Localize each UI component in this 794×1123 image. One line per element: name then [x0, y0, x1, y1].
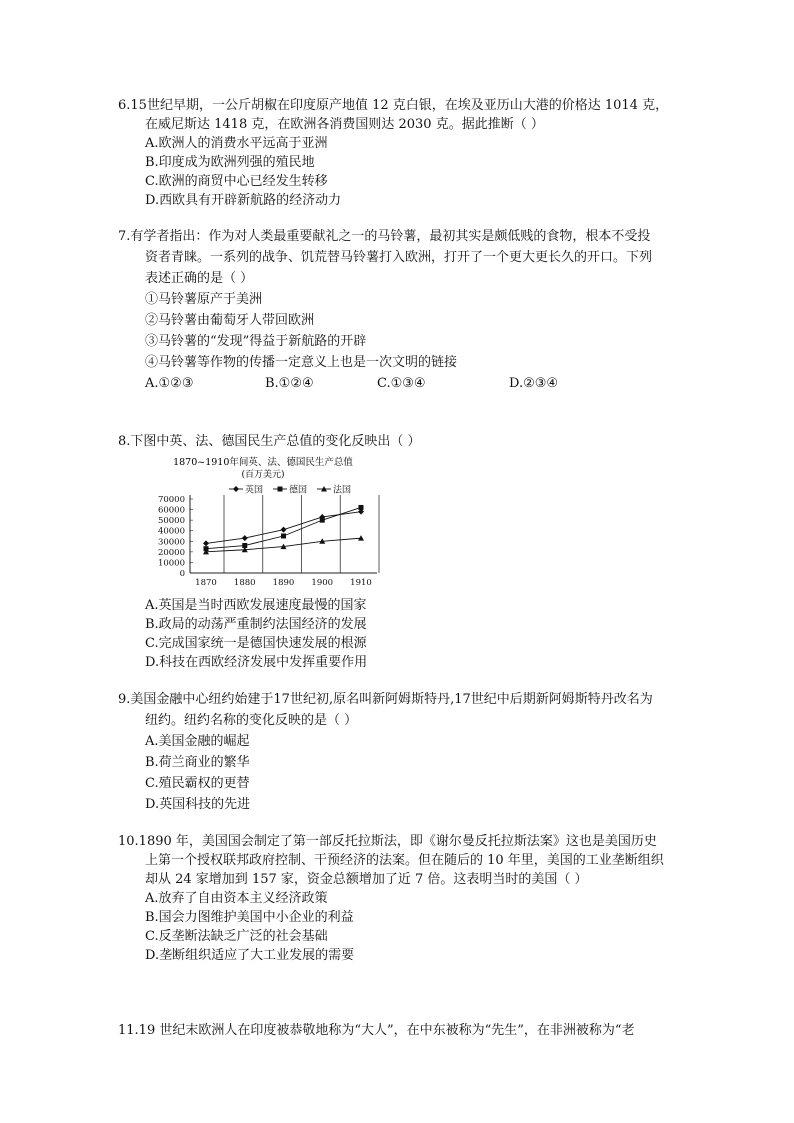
x-tick-label: 1870 — [195, 578, 217, 588]
y-tick-label: 70000 — [157, 495, 185, 505]
chart-svg — [145, 454, 385, 594]
y-tick-label: 50000 — [157, 516, 185, 527]
legend-marker — [233, 486, 239, 492]
question-stem: 6.15世纪早期，一公斤胡椒在印度原产地值 12 克白银，在埃及亚历山大港的价格达 1014 克， — [118, 98, 669, 113]
y-tick-label: 60000 — [157, 505, 185, 516]
option-d: D.科技在西欧经济发展中发挥重要作用 — [145, 655, 368, 670]
data-point — [359, 505, 364, 510]
question-8-options — [118, 596, 718, 672]
x-tick-label: 1890 — [272, 578, 295, 588]
choice-row — [118, 373, 718, 394]
option-d: D.英国科技的先进 — [145, 797, 251, 812]
option-a: A.放弃了自由资本主义经济政策 — [145, 891, 328, 906]
gdp-line-chart — [145, 454, 385, 594]
choice-a: A.①②③ — [145, 376, 194, 391]
question-11 — [118, 1021, 718, 1040]
statement-1: ①马铃薯原产于美洲 — [145, 292, 263, 307]
question-stem: 8.下图中英、法、德国民生产总值的变化反映出（ ） — [118, 434, 421, 449]
option-a: A.英国是当时西欧发展速度最慢的国家 — [145, 598, 367, 613]
question-8 — [118, 432, 718, 451]
question-6 — [118, 96, 718, 210]
option-a: A.美国金融的崛起 — [145, 734, 250, 749]
question-stem-cont: 纽约。纽约名称的变化反映的是（ ） — [145, 713, 358, 728]
statement-3: ③马铃薯的“发现”得益于新航路的开辟 — [145, 334, 367, 349]
y-tick-label: 30000 — [157, 537, 185, 548]
legend-label: 法国 — [333, 485, 352, 496]
statement-4: ④马铃薯等作物的传播一定意义上也是一次文明的链接 — [145, 355, 458, 370]
y-tick-label: 40000 — [157, 526, 185, 537]
question-stem-cont: 表述正确的是（ ） — [145, 271, 254, 286]
option-a: A.欧洲人的消费水平远高于亚洲 — [145, 136, 328, 151]
legend-label: 德国 — [289, 485, 308, 496]
question-10 — [118, 832, 718, 965]
option-c: C.完成国家统一是德国快速发展的根源 — [145, 636, 367, 651]
chart-axes — [158, 495, 379, 588]
x-tick-label: 1910 — [350, 578, 372, 588]
option-b: B.印度成为欧洲列强的殖民地 — [145, 155, 315, 170]
chart-legend — [229, 484, 351, 496]
option-b: B.政局的动荡严重制约法国经济的发展 — [145, 617, 367, 632]
question-stem: 10.1890 年，美国国会制定了第一部反托拉斯法，即《谢尔曼反托拉斯法案》这也是美国历史 — [118, 834, 657, 849]
data-point — [281, 534, 286, 539]
y-tick-label: 20000 — [157, 547, 185, 558]
choice-c: C.①③④ — [377, 376, 426, 391]
question-stem-cont: 资者青睐。一系列的战争、饥荒替马铃薯打入欧洲，打开了一个更大更长久的开口。下列 — [145, 250, 653, 265]
data-point — [320, 518, 325, 523]
data-point — [242, 535, 248, 541]
option-d: D.西欧具有开辟新航路的经济动力 — [145, 193, 342, 208]
option-c: C.欧洲的商贸中心已经发生转移 — [145, 174, 328, 189]
option-c: C.殖民霸权的更替 — [145, 776, 250, 791]
question-stem: 11.19 世纪末欧洲人在印度被恭敬地称为“大人”，在中东被称为“先生”，在非洲被称为“老 — [118, 1023, 635, 1038]
chart-title: 1870~1910年间英、法、德国民生产总值 — [173, 457, 353, 468]
option-d: D.垄断组织适应了大工业发展的需要 — [145, 948, 355, 963]
x-tick-label: 1900 — [311, 578, 334, 588]
option-b: B.荷兰商业的繁华 — [145, 755, 250, 770]
option-b: B.国会力图维护美国中小企业的利益 — [145, 910, 354, 925]
y-tick-label: 0 — [179, 569, 185, 579]
question-stem: 9.美国金融中心纽约始建于17世纪初,原名叫新阿姆斯特丹,17世纪中后期新阿姆斯特丹改名为 — [118, 692, 653, 707]
data-point — [203, 540, 209, 546]
question-stem-cont: 却从 24 家增加到 157 家，资金总额增加了近 7 倍。这表明当时的美国（ ） — [145, 872, 588, 887]
question-9 — [118, 689, 718, 815]
question-stem: 7.有学者指出：作为对人类最重要献礼之一的马铃薯，最初其实是颇低贱的食物，根本不受投 — [118, 229, 651, 244]
x-tick-label: 1880 — [233, 578, 256, 588]
question-stem-cont: 上第一个授权联邦政府控制、干预经济的法案。但在随后的 10 年里，美国的工业垄断组织 — [145, 853, 664, 868]
chart-subtitle: (百万美元) — [241, 470, 285, 480]
choice-d: D.②③④ — [509, 376, 559, 391]
data-point — [281, 527, 287, 533]
question-stem-cont: 在威尼斯达 1418 克，在欧洲各消费国则达 2030 克。据此推断（ ） — [145, 117, 544, 132]
option-c: C.反垄断法缺乏广泛的社会基础 — [145, 929, 328, 944]
y-tick-label: 10000 — [157, 558, 185, 569]
legend-marker — [278, 487, 283, 492]
question-7 — [118, 226, 718, 394]
legend-label: 英国 — [245, 485, 264, 496]
choice-b: B.①②④ — [265, 376, 314, 391]
statement-2: ②马铃薯由葡萄牙人带回欧洲 — [145, 313, 315, 328]
